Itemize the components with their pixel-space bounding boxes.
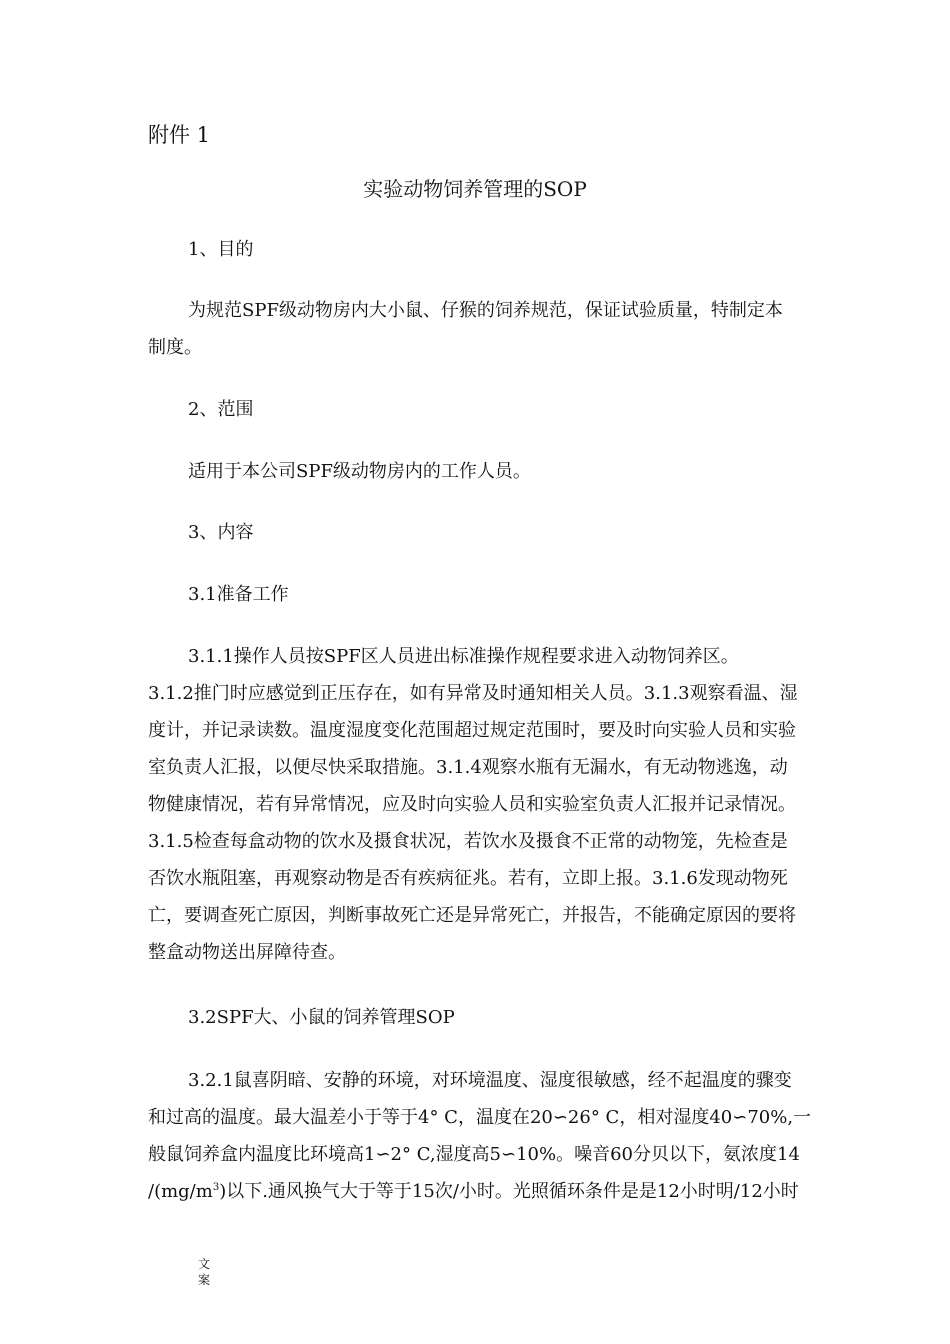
section-3-1-line: 3.1.5检查每盒动物的饮水及摄食状况，若饮水及摄食不正常的动物笼，先检查是: [148, 831, 788, 852]
section-3-1-heading: 3.1准备工作: [188, 584, 289, 605]
section-3-2-line-prefix: /(mg/m: [148, 1181, 213, 1202]
section-3-1-line: 度计，并记录读数。温度湿度变化范围超过规定范围时，要及时向实验人员和实验: [148, 720, 796, 741]
attachment-label: 附件 1: [148, 123, 211, 147]
section-3-2-line-suffix: )以下.通风换气大于等于15次/小时。光照循环条件是是12小时明/12小时: [219, 1181, 799, 1202]
section-2-heading: 2、范围: [188, 399, 254, 420]
section-3-1-line: 室负责人汇报，以便尽快采取措施。3.1.4观察水瓶有无漏水，有无动物逃逸，动: [148, 757, 788, 778]
section-3-2-line: 3.2.1鼠喜阴暗、安静的环境，对环境温度、湿度很敏感，经不起温度的骤变: [188, 1070, 792, 1091]
section-1-heading: 1、目的: [188, 239, 254, 260]
section-3-heading: 3、内容: [188, 522, 254, 543]
document-title: 实验动物饲养管理的SOP: [363, 177, 587, 201]
section-3-2-line: 和过高的温度。最大温差小于等于4° C，温度在20∽26° C，相对湿度40∽70%,一: [148, 1107, 812, 1128]
section-3-2-heading: 3.2SPF大、小鼠的饲养管理SOP: [188, 1007, 455, 1028]
section-2-text: 适用于本公司SPF级动物房内的工作人员。: [188, 461, 531, 482]
section-3-1-line: 亡，要调查死亡原因，判断事故死亡还是异常死亡，并报告，不能确定原因的要将: [148, 905, 796, 926]
section-3-1-line: 否饮水瓶阻塞，再观察动物是否有疾病征兆。若有，立即上报。3.1.6发现动物死: [148, 868, 788, 889]
section-1-text-line-2: 制度。: [148, 337, 202, 358]
footer-char: 文: [197, 1257, 210, 1271]
footer-char: 案: [197, 1273, 210, 1287]
section-3-1-line: 整盒动物送出屏障待查。: [148, 942, 346, 963]
section-1-text-line-1: 为规范SPF级动物房内大小鼠、仔猴的饲养规范，保证试验质量，特制定本: [188, 300, 783, 321]
section-3-2-line: [148, 1179, 799, 1205]
page-footer: [196, 1256, 212, 1288]
section-3-1-line: 物健康情况，若有异常情况，应及时向实验人员和实验室负责人汇报并记录情况。: [148, 794, 796, 815]
superscript-exponent: 3: [212, 1182, 220, 1193]
section-3-1-line: 3.1.1操作人员按SPF区人员进出标准操作规程要求进入动物饲养区。: [188, 646, 739, 667]
section-3-2-line: 般鼠饲养盒内温度比环境高1∽2° C,湿度高5∽10%。噪音60分贝以下，氨浓度14: [148, 1144, 800, 1165]
section-3-1-line: 3.1.2推门时应感觉到正压存在，如有异常及时通知相关人员。3.1.3观察看温、湿: [148, 683, 798, 704]
